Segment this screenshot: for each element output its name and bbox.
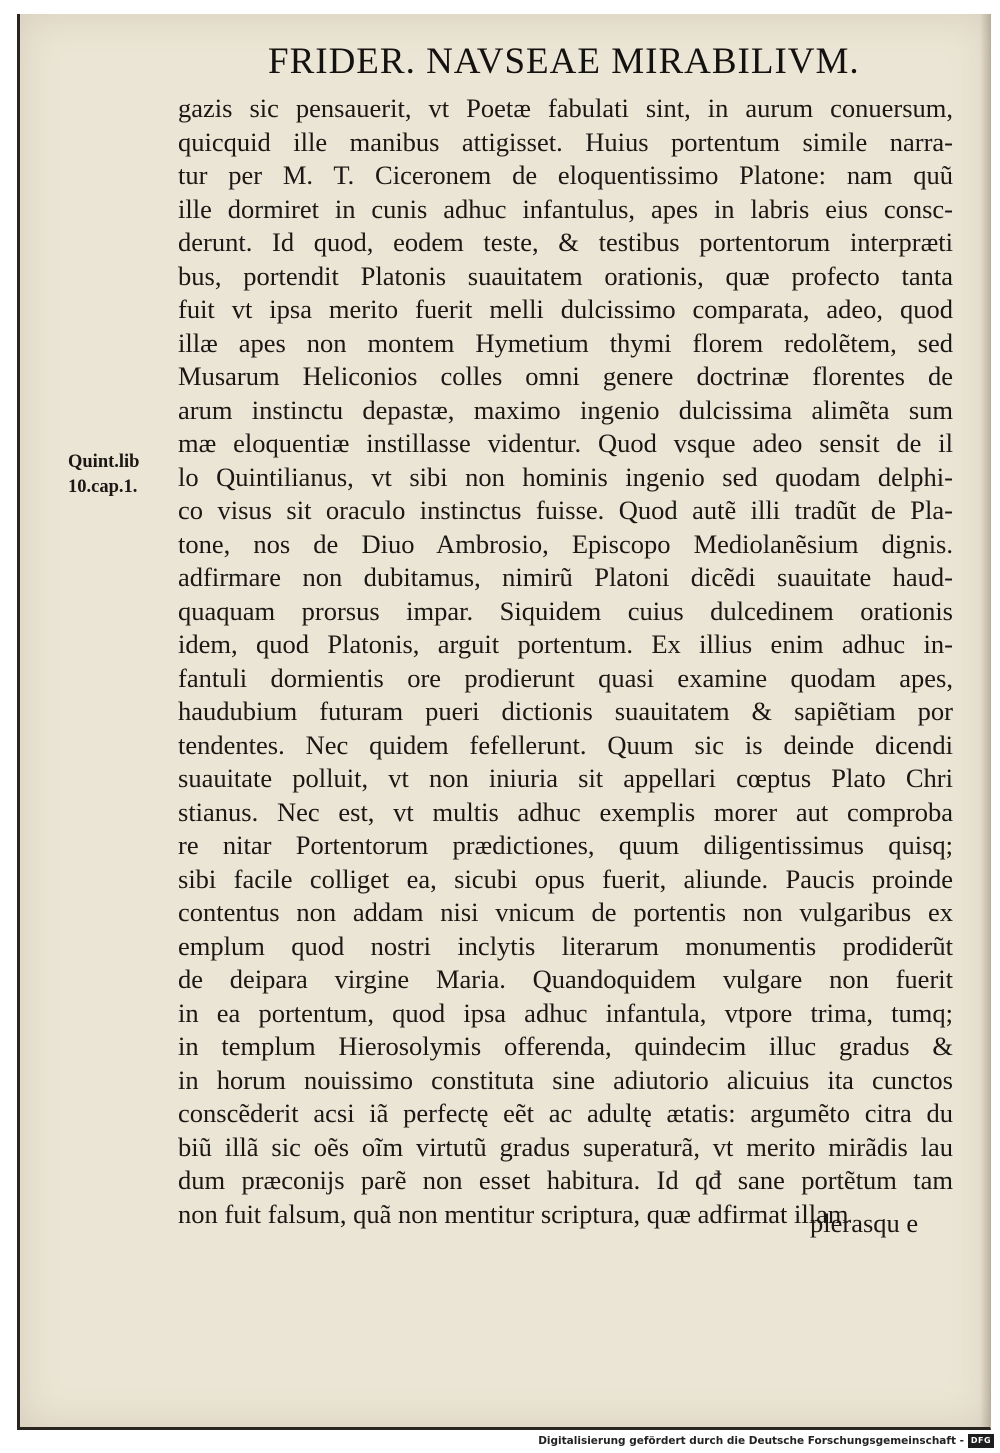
text-line: tone, nos de Diuo Ambrosio, Episcopo Mediolanẽsium dignis. [178, 528, 953, 559]
text-line: sibi facile colliget ea, sicubi opus fuerit, aliunde. Paucis proinde [178, 863, 953, 894]
text-line: quicquid ille manibus attigisset. Huius portentum simile narra- [178, 126, 953, 157]
text-line: fuit vt ipsa merito fuerit melli dulcissimo comparata, adeo, quod [178, 294, 953, 324]
text-line: contentus non addam nisi vnicum de portentis non vulgaribus ex [178, 897, 953, 927]
funding-footer [0, 1430, 1000, 1453]
text-line: de deipara virgine Maria. Quandoquidem vulgare non fuerit [178, 964, 953, 994]
text-line: dum præconijs parẽ non esset habitura. Id qđ sane portẽtum tam [178, 1165, 953, 1195]
margin-note [68, 450, 180, 500]
text-line: adfirmare non dubitamus, nimirũ Platoni dicẽdi suauitate haud- [178, 562, 953, 592]
text-line: re nitar Portentorum prædictiones, quum diligentissimus quisq; [178, 830, 953, 860]
text-line: gazis sic pensauerit, vt Poetæ fabulati sint, in aurum conuersum, [178, 93, 953, 123]
text-line: emplum quod nostri inclytis literarum monumentis prodiderũt [178, 930, 953, 961]
funding-credit: Digitalisierung gefördert durch die Deutsche Forschungsgemeinschaft - [538, 1435, 964, 1447]
page-edge-shadow [980, 14, 990, 1427]
text-line: co visus sit oraculo instinctus fuisse. Quod autẽ illi tradũt de Pla- [178, 495, 953, 525]
catchword: plerasqu e [810, 1208, 919, 1238]
text-line: non fuit falsum, quã non mentitur scriptura, quæ adfirmat illam [178, 1198, 849, 1229]
text-line: derunt. Id quod, eodem teste, & testibus portentorum interpræti [178, 227, 953, 257]
text-line: Musarum Heliconios colles omni genere doctrinæ florentes de [178, 361, 953, 391]
text-line: suauitate polluit, vt non iniuria sit appellari cœptus Plato Chri [178, 763, 953, 793]
text-line: haudubium futuram pueri dictionis suauitatem & sapiẽtiam por [178, 696, 953, 726]
text-line: arum instinctu depastæ, maximo ingenio dulcissima alimẽta sum [178, 394, 953, 425]
text-line: illæ apes non montem Hymetium thymi florem redolẽtem, sed [178, 327, 953, 358]
running-head: FRIDER. NAVSEAE MIRABILIVM. [268, 41, 860, 82]
text-line: in horum nouissimo constituta sine adiutorio alicuius ita cunctos [178, 1064, 953, 1095]
margin-note-line: 10.cap.1. [68, 477, 138, 497]
text-line: tur per M. T. Ciceronem de eloquentissimo Platone: nam quũ [178, 160, 953, 190]
body-text [178, 92, 953, 1231]
text-line: idem, quod Platonis, arguit portentum. Ex illius enim adhuc in- [178, 629, 953, 659]
text-line: fantuli dormientis ore prodierunt quasi examine quodam apes, [178, 662, 953, 693]
text-line: bus, portendit Platonis suauitatem orationis, quæ profecto tanta [178, 260, 953, 291]
text-line: in ea portentum, quod ipsa adhuc infantula, vtpore trima, tumq; [178, 997, 953, 1028]
text-line: conscẽderit acsi iã perfectę eẽt ac adultę ætatis: argumẽto citra du [178, 1098, 953, 1128]
text-line: quaquam prorsus impar. Siquidem cuius dulcedinem orationis [178, 595, 953, 626]
dfg-logo: DFG [968, 1434, 994, 1448]
text-line: biũ illã sic oẽs oĩm virtutũ gradus superaturã, vt merito mirãdis lau [178, 1131, 953, 1162]
text-line: mæ eloquentiæ instillasse videntur. Quod vsque adeo sensit de il [178, 428, 953, 458]
text-line: ille dormiret in cunis adhuc infantulus, apes in labris eius consc- [178, 193, 953, 224]
text-line: in templum Hierosolymis offerenda, quindecim illuc gradus & [178, 1031, 953, 1061]
margin-note-line: Quint.lib [68, 452, 140, 472]
text-line: lo Quintilianus, vt sibi non hominis ingenio sed quodam delphi- [178, 461, 953, 492]
text-line: stianus. Nec est, vt multis adhuc exemplis morer aut comproba [178, 796, 953, 827]
text-line: tendentes. Nec quidem fefellerunt. Quum sic is deinde dicendi [178, 729, 953, 760]
